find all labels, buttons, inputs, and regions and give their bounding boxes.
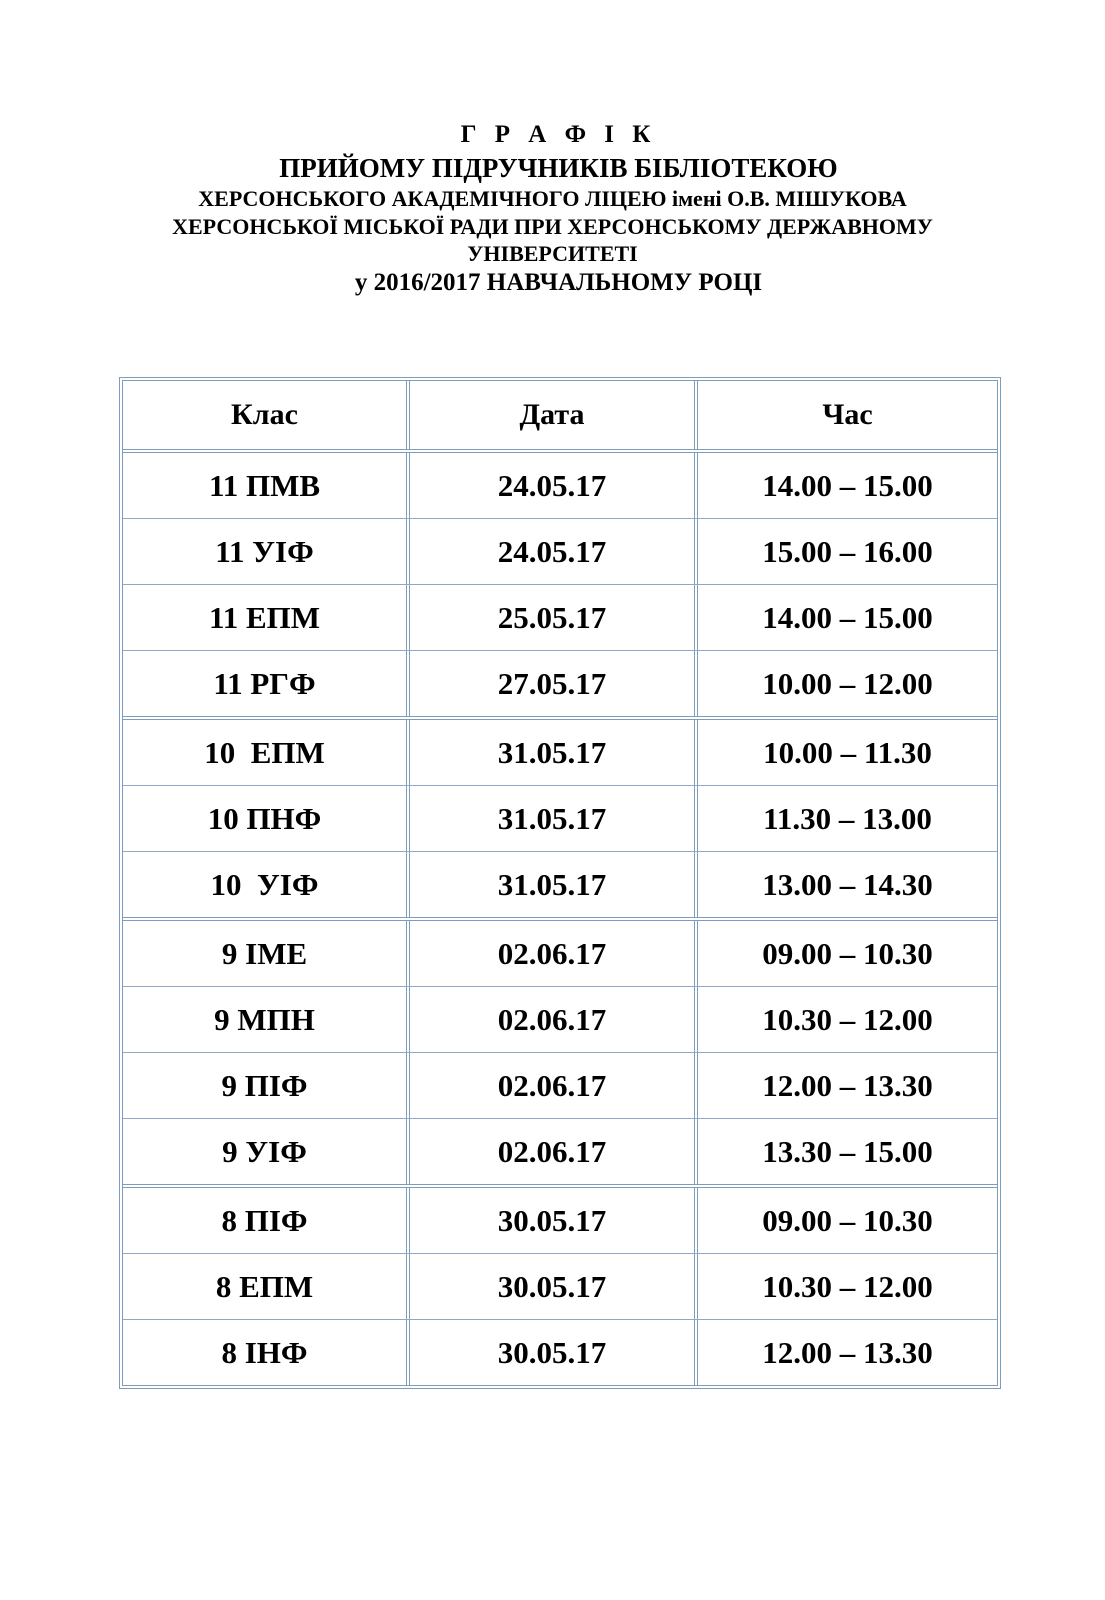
table-row [123, 1254, 997, 1320]
class-cell: 9 УІФ [123, 1119, 410, 1184]
table-row [123, 1320, 997, 1385]
date-cell: 31.05.17 [410, 786, 698, 851]
table-header-row [123, 381, 997, 453]
table-row [123, 786, 997, 852]
time-cell: 13.30 – 15.00 [762, 1133, 933, 1169]
time-cell: 09.00 – 10.30 [762, 935, 933, 971]
time-cell: 12.00 – 13.30 [762, 1334, 933, 1370]
time-cell: 10.00 – 12.00 [762, 665, 933, 701]
title-council: ХЕРСОНСЬКОЇ МІСЬКОЇ РАДИ ПРИ ХЕРСОНСЬКОМУ ДЕРЖАВНОМУ [172, 214, 933, 239]
schedule-table [122, 380, 998, 1386]
table-row [123, 852, 997, 921]
date-cell: 25.05.17 [410, 585, 698, 650]
table-row [123, 453, 997, 519]
date-cell: 24.05.17 [410, 519, 698, 584]
table-row [123, 720, 997, 786]
class-cell: 9 ПІФ [123, 1053, 410, 1118]
class-cell: 8 ІНФ [123, 1320, 410, 1385]
class-cell: 9 МПН [123, 987, 410, 1052]
date-cell: 30.05.17 [410, 1254, 698, 1319]
time-cell: 13.00 – 14.30 [762, 866, 933, 902]
time-cell: 12.00 – 13.30 [762, 1067, 933, 1103]
date-cell: 24.05.17 [410, 453, 698, 518]
class-cell: 10 ЕПМ [123, 720, 410, 785]
date-cell: 30.05.17 [410, 1188, 698, 1253]
time-cell: 11.30 – 13.00 [763, 800, 932, 836]
table-row [123, 1188, 997, 1254]
table-row [123, 585, 997, 651]
date-cell: 27.05.17 [410, 651, 698, 716]
date-cell: 31.05.17 [410, 720, 698, 785]
title-institution: ХЕРСОНСЬКОГО АКАДЕМІЧНОГО ЛІЦЕЮ імені О.В. МІШУКОВА [198, 186, 907, 211]
table-row [123, 921, 997, 987]
title-purpose: ПРИЙОМУ ПІДРУЧНИКІВ БІБЛІОТЕКОЮ [279, 153, 838, 183]
title-schedule: Г Р А Ф І К [460, 121, 657, 148]
table-row [123, 1119, 997, 1188]
class-cell: 8 ЕПМ [123, 1254, 410, 1319]
date-cell: 02.06.17 [410, 1053, 698, 1118]
table-row [123, 987, 997, 1053]
time-cell: 10.30 – 12.00 [762, 1001, 933, 1037]
time-cell: 10.00 – 11.30 [763, 734, 932, 770]
class-cell: 11 ЕПМ [123, 585, 410, 650]
column-header-date: Дата [410, 381, 698, 449]
class-cell: 11 УІФ [123, 519, 410, 584]
date-cell: 02.06.17 [410, 987, 698, 1052]
table-row [123, 519, 997, 585]
table-row [123, 651, 997, 720]
time-cell: 09.00 – 10.30 [762, 1202, 933, 1238]
date-cell: 31.05.17 [410, 852, 698, 917]
time-cell: 14.00 – 15.00 [762, 467, 933, 503]
document-header [0, 119, 1105, 299]
time-cell: 10.30 – 12.00 [762, 1268, 933, 1304]
time-cell: 14.00 – 15.00 [762, 599, 933, 635]
class-cell: 10 ПНФ [123, 786, 410, 851]
date-cell: 30.05.17 [410, 1320, 698, 1385]
class-cell: 11 РГФ [123, 651, 410, 716]
date-cell: 02.06.17 [410, 1119, 698, 1184]
title-university: УНІВЕРСИТЕТІ [467, 241, 638, 266]
table-row [123, 1053, 997, 1119]
column-header-class: Клас [123, 381, 410, 449]
title-year: у 2016/2017 НАВЧАЛЬНОМУ РОЦІ [354, 269, 763, 296]
date-cell: 02.06.17 [410, 921, 698, 986]
class-cell: 10 УІФ [123, 852, 410, 917]
time-cell: 15.00 – 16.00 [762, 533, 933, 569]
class-cell: 8 ПІФ [123, 1188, 410, 1253]
column-header-time: Час [822, 398, 873, 431]
class-cell: 11 ПМВ [123, 453, 410, 518]
class-cell: 9 ІМЕ [123, 921, 410, 986]
